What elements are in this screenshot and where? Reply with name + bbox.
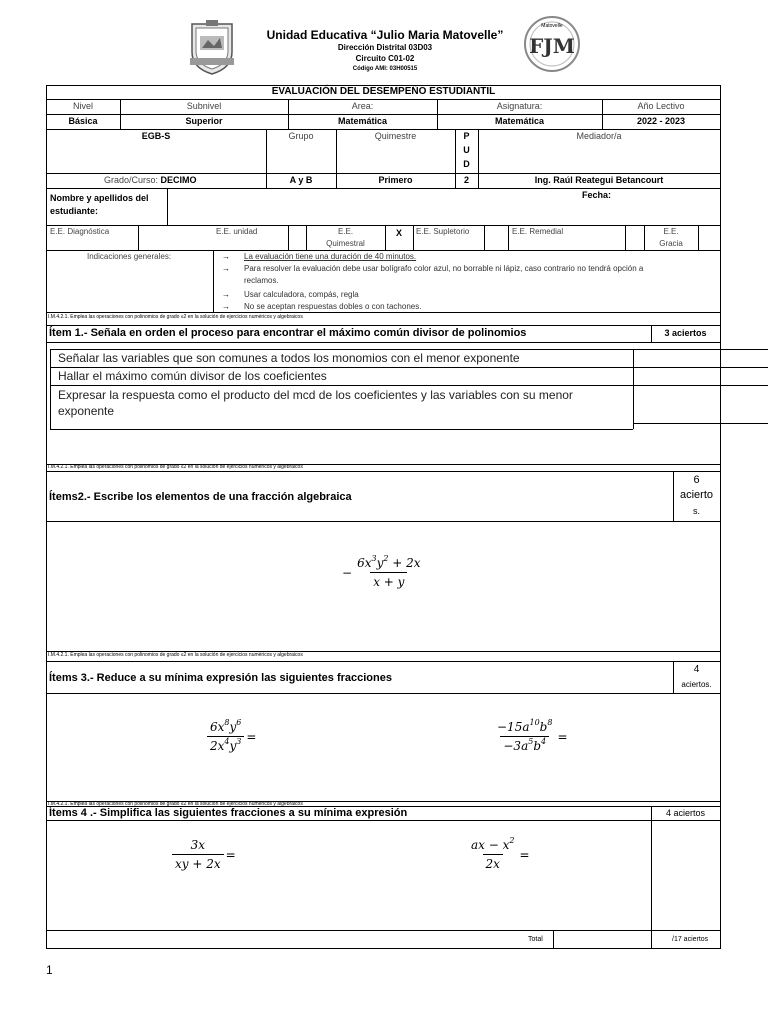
eval-gracia-2: Gracia [659, 239, 683, 248]
total-field[interactable] [554, 931, 650, 947]
indication-item: Para resolver la evaluación debe usar bolígrafo color azul, no borrable ni lápiz, caso contrario no tendrá opción a [244, 264, 644, 273]
label-pud-p: P [463, 131, 470, 141]
label-pud-d: D [463, 159, 470, 169]
item2-score: 6 [693, 474, 700, 486]
eval-quimestral: E.E. [337, 227, 354, 236]
indication-arrow: → [222, 252, 230, 261]
amie-code: Código AMI: 03H00515 [352, 66, 418, 72]
label-grado [104, 176, 197, 185]
label-pud-u: U [463, 145, 470, 155]
circuit: Circuito C01-02 [355, 54, 415, 63]
eval-gracia: E.E. [663, 227, 679, 236]
label-asignatura: Asignatura: [496, 101, 543, 111]
item2-expression: − $\frac{6x^3y^2 + 2x}{x + y}$ [342, 554, 421, 589]
label-area: Area: [351, 101, 374, 111]
total-score: /17 aciertos [672, 936, 709, 943]
label-fecha: Fecha: [582, 190, 612, 200]
page-number: 1 [46, 963, 53, 977]
value-grupo: A y B [289, 175, 313, 185]
item4-score: 4 aciertos [665, 808, 706, 818]
label-nombre-2: estudiante: [50, 206, 99, 216]
indication-item: reclamos. [244, 276, 279, 285]
label-nivel: Nivel [72, 101, 93, 111]
item3-score-2: aciertos. [681, 680, 712, 689]
value-asignatura: Matemática [494, 116, 545, 126]
logo-monogram: FJM [529, 34, 575, 58]
item1-step: Expresar la respuesta como el producto del mcd de los coeficientes y las variables con su menor [58, 388, 573, 402]
item1-step: exponente [58, 404, 115, 418]
item1-step: Hallar el máximo común divisor de los coeficientes [58, 369, 327, 383]
logo-text: Matovelle [541, 23, 563, 29]
label-grupo: Grupo [288, 131, 314, 141]
student-name-field[interactable] [168, 189, 578, 224]
item1-title: Ítem 1.- Señala en orden el proceso para encontrar el máximo común divisor de polinomios [49, 327, 527, 339]
item4-expression-1: $\frac{3x}{xy + 2x}$ = [170, 838, 236, 871]
item3-expression-2: $\frac{-15a^{10}b^8}{-3a^5b^4}$ = [497, 718, 568, 753]
item2-score-2: acierto [679, 489, 714, 501]
label-ano-lectivo: Año Lectivo [637, 101, 685, 111]
indication-item: Usar calculadora, compás, regla [244, 290, 359, 299]
eval-quimestral-mark[interactable]: X [395, 228, 402, 238]
item1-score: 3 aciertos [664, 328, 707, 338]
item1-answer-box[interactable] [634, 368, 768, 384]
item3-title: Ítems 3.- Reduce a su mínima expresión las siguientes fracciones [49, 672, 392, 684]
total-label: Total [528, 936, 543, 943]
item4-title: Ítems 4 .- Simplifica las siguientes fracciones a su mínima expresión [49, 807, 408, 819]
value-pud: 2 [463, 175, 469, 185]
value-mediador: Ing. Raúl Reategui Betancourt [534, 175, 664, 185]
eval-unidad: E.E. unidad [216, 227, 258, 236]
indicator-item4: I.M.4.2.1. Emplea las operaciones con polinomios de grado ≤2 en la solución de ejercicios numéricos y algebraicos [48, 801, 303, 807]
item1-answer-box[interactable] [634, 350, 768, 366]
item2-title: Ítems2.- Escribe los elementos de una fracción algebraica [49, 491, 352, 503]
value-area: Matemática [337, 116, 388, 126]
value-ano-lectivo: 2022 - 2023 [636, 116, 686, 126]
indicator-item3: I.M.4.2.1. Emplea las operaciones con polinomios de grado ≤2 en la solución de ejercicios numéricos y algebraicos [48, 652, 303, 658]
indication-item: No se aceptan respuestas dobles o con tachones. [244, 302, 422, 311]
value-quimestre: Primero [378, 175, 413, 185]
school-name: Unidad Educativa “Julio Maria Matovelle” [266, 28, 504, 42]
label-nombre: Nombre y apellidos del [50, 193, 149, 203]
eval-quimestral-2: Quimestral [326, 239, 365, 248]
school-logo-right [522, 14, 582, 74]
indications-label: Indicaciones generales: [87, 252, 172, 261]
eval-supletorio: E.E. Supletorio [416, 227, 470, 236]
value-grado: DECIMO [160, 175, 197, 185]
indicator-item2: I.M.4.2.1. Emplea las operaciones con polinomios de grado ≤2 en la solución de ejercicios numéricos y algebraicos [48, 464, 303, 470]
item1-answer-box[interactable] [634, 386, 768, 422]
indicator-item1: I.M.4.2.1. Emplea las operaciones con polinomios de grado ≤2 en la solución de ejercicios numéricos y algebraicos [48, 314, 303, 320]
label-quimestre: Quimestre [374, 131, 417, 141]
date-field[interactable] [615, 189, 719, 224]
item4-answer-area[interactable] [652, 821, 719, 929]
value-egb: EGB-S [141, 131, 171, 141]
indication-item: La evaluación tiene una duración de 40 minutos. [244, 252, 417, 261]
value-nivel: Básica [68, 116, 98, 126]
school-logo-left [186, 18, 238, 76]
district: Dirección Distrital 03D03 [337, 43, 433, 52]
item1-step: Señalar las variables que son comunes a todos los monomios con el menor exponente [58, 351, 520, 365]
indication-arrow: → [222, 290, 230, 299]
item3-score: 4 [693, 664, 700, 675]
item3-expression-1: $\frac{6x^8y^6}{2x^4y^3}$ = [205, 720, 256, 753]
label-grado-text: Grado/Curso: [104, 175, 159, 185]
eval-diagnostica: E.E. Diagnóstica [50, 227, 110, 236]
indication-arrow: → [222, 264, 230, 273]
item4-expression-2: $\frac{ax - x^2}{2x}$ = [471, 836, 530, 871]
label-mediador: Mediador/a [576, 131, 622, 141]
eval-remedial: E.E. Remedial [512, 227, 564, 236]
label-subnivel: Subnivel [186, 101, 222, 111]
indication-arrow: → [222, 302, 230, 311]
value-subnivel: Superior [185, 116, 223, 126]
form-title: EVALUACIÓN DEL DESEMPEÑO ESTUDIANTIL [271, 86, 496, 97]
item2-score-3: s. [692, 506, 700, 516]
